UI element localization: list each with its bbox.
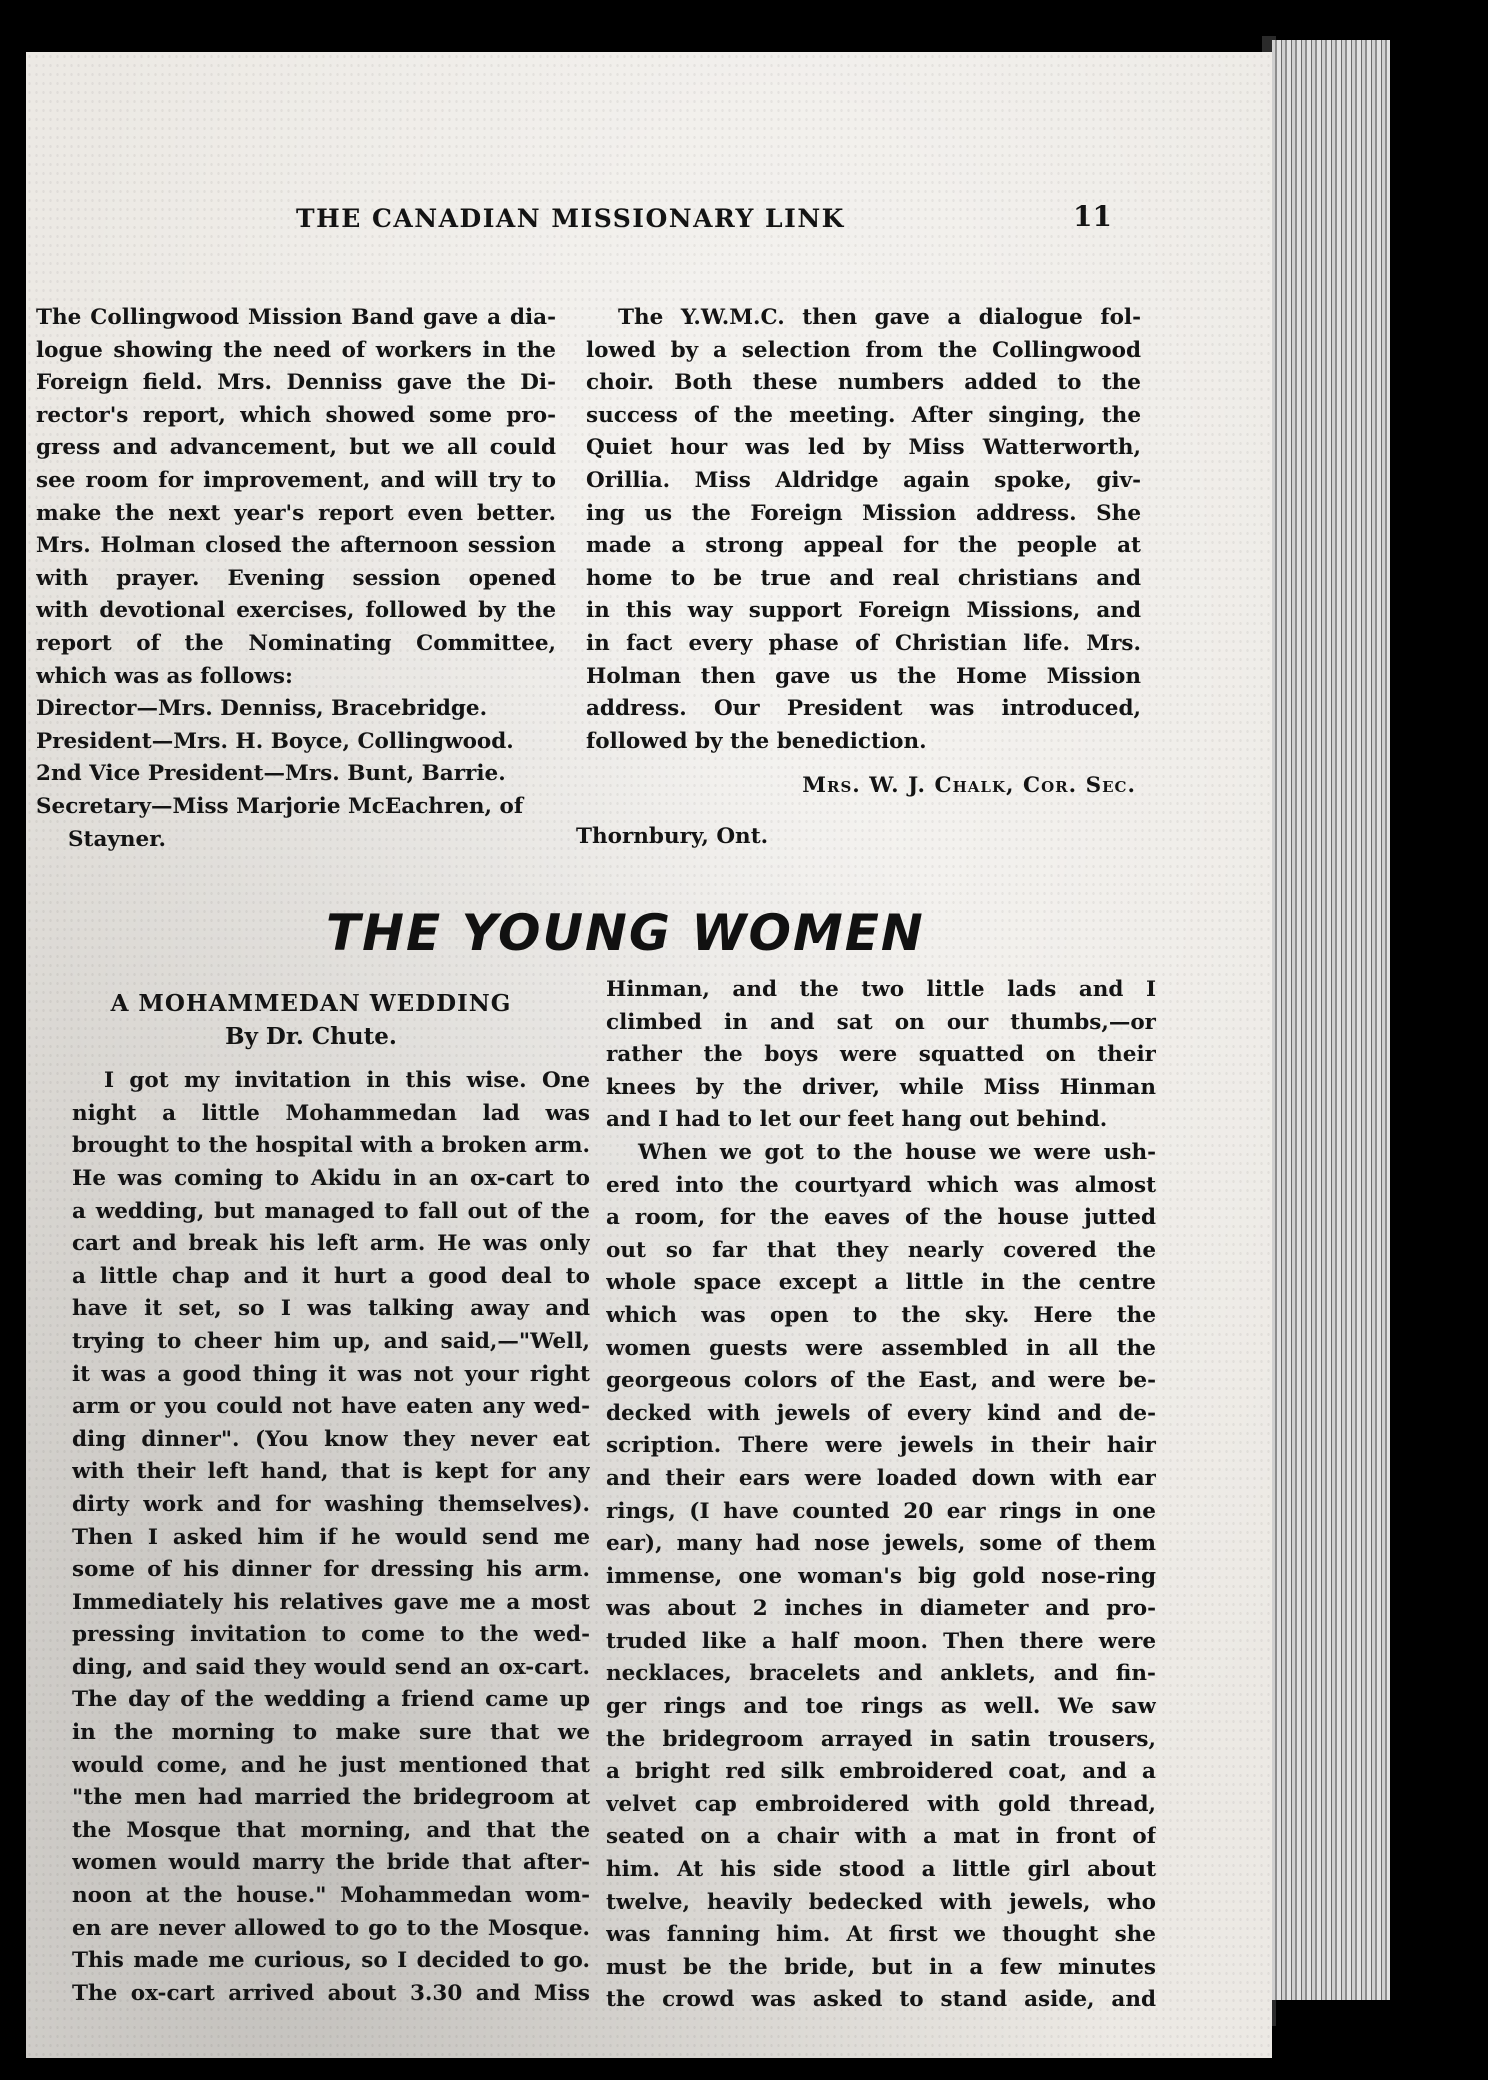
text-line: women guests were assembled in all the — [606, 1335, 1156, 1361]
text-line: This made me curious, so I decided to go. — [72, 1948, 590, 1974]
text-line: necklaces, bracelets and anklets, and fin- — [606, 1661, 1156, 1687]
text-line: twelve, heavily bedecked with jewels, who — [606, 1889, 1156, 1915]
text-line: Mrs. Holman closed the afternoon session — [36, 533, 556, 559]
place-line: Thornbury, Ont. — [576, 823, 769, 849]
text-line: made a strong appeal for the people at — [586, 533, 1141, 559]
text-line: The Y.W.M.C. then gave a dialogue fol- — [618, 305, 1141, 330]
text-line: brought to the hospital with a broken arm. — [72, 1133, 590, 1159]
officer-line: Director—Mrs. Denniss, Bracebridge. — [36, 696, 488, 722]
text-line: women would marry the bride that after- — [72, 1850, 590, 1876]
text-line: trying to cheer him up, and said,—"Well, — [72, 1328, 590, 1354]
text-line: in this way support Foreign Missions, and — [586, 598, 1141, 624]
text-line: arm or you could not have eaten any wed- — [72, 1394, 590, 1420]
text-line: knees by the driver, while Miss Hinman — [606, 1074, 1156, 1100]
text-line: lowed by a selection from the Collingwood — [586, 337, 1141, 363]
page-header — [26, 200, 1272, 244]
text-line: immense, one woman's big gold nose-ring — [606, 1563, 1156, 1589]
text-line: seated on a chair with a mat in front of — [606, 1824, 1156, 1850]
text-line: a bright red silk embroidered coat, and a — [606, 1759, 1156, 1785]
text-line: Then I asked him if he would send me — [72, 1524, 590, 1550]
text-line: success of the meeting. After singing, the — [586, 402, 1141, 428]
text-line: him. At his side stood a little girl about — [606, 1857, 1156, 1883]
text-line: choir. Both these numbers added to the — [586, 370, 1141, 396]
report-paragraph — [586, 302, 1141, 758]
text-line: The ox-cart arrived about 3.30 and Miss — [72, 1980, 590, 2006]
text-line: velvet cap embroidered with gold thread, — [606, 1791, 1156, 1817]
text-line: Immediately his relatives gave me a most — [72, 1589, 590, 1615]
text-line: have it set, so I was talking away and — [72, 1296, 590, 1322]
text-line: in the morning to make sure that we — [72, 1720, 590, 1746]
text-line: home to be true and real christians and — [586, 565, 1141, 591]
text-line: I got my invitation in this wise. One — [104, 1068, 590, 1094]
text-line: and I had to let our feet hang out behind. — [606, 1107, 1108, 1133]
text-line: georgeous colors of the East, and were be- — [606, 1368, 1156, 1394]
officer-line: Stayner. — [68, 826, 167, 852]
article-column-left — [72, 988, 590, 2010]
text-line: He was coming to Akidu in an ox-cart to — [72, 1165, 590, 1191]
signature: Mrs. W. J. Chalk, Cor. Sec. — [802, 773, 1136, 799]
text-line: was fanning him. At first we thought she — [606, 1922, 1156, 1948]
text-line: The day of the wedding a friend came up — [72, 1687, 590, 1713]
text-line: ered into the courtyard which was almost — [606, 1172, 1156, 1198]
text-line: address. Our President was introduced, — [586, 696, 1141, 722]
article-paragraph — [606, 974, 1156, 1137]
text-line: ding dinner". (You know they never eat — [72, 1426, 590, 1452]
text-line: would come, and he just mentioned that — [72, 1752, 590, 1778]
magazine-page — [26, 52, 1272, 2058]
text-line: was about 2 inches in diameter and pro- — [606, 1596, 1156, 1622]
running-head: THE CANADIAN MISSIONARY LINK — [296, 204, 845, 233]
text-line: with prayer. Evening session opened — [36, 565, 556, 591]
text-line: a wedding, but managed to fall out of the — [72, 1198, 590, 1224]
text-line: noon at the house." Mohammedan wom- — [72, 1883, 590, 1909]
text-line: Hinman, and the two little lads and I — [606, 977, 1156, 1002]
text-line: it was a good thing it was not your right — [72, 1361, 590, 1387]
officer-line: 2nd Vice President—Mrs. Bunt, Barrie. — [36, 761, 506, 787]
report-paragraph — [36, 302, 556, 693]
text-line: out so far that they nearly covered the — [606, 1237, 1156, 1263]
officers-list — [36, 693, 556, 856]
text-line: pressing invitation to come to the wed- — [72, 1622, 590, 1648]
book-page-edges — [1272, 40, 1390, 2000]
article-paragraph — [606, 1137, 1156, 2017]
text-line: which was as follows: — [36, 663, 293, 689]
text-line: climbed in and sat on our thumbs,—or — [606, 1009, 1156, 1035]
text-line: decked with jewels of every kind and de- — [606, 1400, 1156, 1426]
text-line: logue showing the need of workers in the — [36, 337, 556, 363]
text-line: ger rings and toe rings as well. We saw — [606, 1694, 1156, 1720]
text-line: "the men had married the bridegroom at — [72, 1785, 590, 1811]
text-line: en are never allowed to go to the Mosque. — [72, 1915, 590, 1941]
text-line: the Mosque that morning, and that the — [72, 1817, 590, 1843]
article-column-right — [606, 974, 1156, 2017]
text-line: ding, and said they would send an ox-cart. — [72, 1654, 590, 1680]
text-line: cart and break his left arm. He was only — [72, 1231, 590, 1257]
text-line: and their ears were loaded down with ear — [606, 1465, 1156, 1491]
text-line: ear), many had nose jewels, some of them — [606, 1531, 1156, 1557]
text-line: in fact every phase of Christian life. Mrs. — [586, 630, 1141, 656]
article-title: A MOHAMMEDAN WEDDING — [110, 990, 512, 1017]
text-line: a room, for the eaves of the house jutted — [606, 1205, 1156, 1231]
text-line: rings, (I have counted 20 ear rings in one — [606, 1498, 1156, 1524]
article-paragraph — [72, 1065, 590, 2010]
text-line: dirty work and for washing themselves). — [72, 1491, 590, 1517]
text-line: night a little Mohammedan lad was — [72, 1100, 590, 1126]
text-line: Foreign field. Mrs. Denniss gave the Di- — [36, 370, 556, 396]
text-line: with devotional exercises, followed by the — [36, 598, 556, 624]
text-line: the bridegroom arrayed in satin trousers, — [606, 1726, 1156, 1752]
text-line: When we got to the house we were ush- — [638, 1139, 1156, 1165]
text-line: report of the Nominating Committee, — [36, 630, 556, 656]
text-line: a little chap and it hurt a good deal to — [72, 1263, 590, 1289]
text-line: Holman then gave us the Home Mission — [586, 663, 1141, 689]
report-column-left — [36, 302, 556, 856]
text-line: rather the boys were squatted on their — [606, 1042, 1156, 1068]
text-line: must be the bride, but in a few minutes — [606, 1954, 1156, 1980]
text-line: see room for improvement, and will try to — [36, 467, 556, 493]
officer-line: Secretary—Miss Marjorie McEachren, of — [36, 793, 524, 819]
officer-line: President—Mrs. H. Boyce, Collingwood. — [36, 728, 514, 754]
text-line: Orillia. Miss Aldridge again spoke, giv- — [586, 467, 1141, 493]
text-line: rector's report, which showed some pro- — [36, 402, 556, 428]
text-line: gress and advancement, but we all could — [36, 435, 556, 461]
text-line: make the next year's report even better. — [36, 500, 556, 526]
text-line: truded like a half moon. Then there were — [606, 1628, 1156, 1654]
text-line: scription. There were jewels in their hair — [606, 1433, 1156, 1459]
page-number: 11 — [1073, 200, 1112, 233]
text-line: some of his dinner for dressing his arm. — [72, 1557, 590, 1583]
text-line: whole space except a little in the centre — [606, 1270, 1156, 1296]
text-line: the crowd was asked to stand aside, and — [606, 1987, 1156, 2013]
report-column-right — [576, 302, 1141, 854]
text-line: followed by the benediction. — [586, 728, 927, 754]
text-line: with their left hand, that is kept for any — [72, 1459, 590, 1485]
section-title: THE YOUNG WOMEN — [326, 904, 925, 962]
text-line: Quiet hour was led by Miss Watterworth, — [586, 435, 1141, 461]
text-line: ing us the Foreign Mission address. She — [586, 500, 1141, 526]
article-byline: By Dr. Chute. — [225, 1022, 397, 1050]
text-line: which was open to the sky. Here the — [606, 1302, 1156, 1328]
text-line: The Collingwood Mission Band gave a dia- — [36, 305, 556, 330]
